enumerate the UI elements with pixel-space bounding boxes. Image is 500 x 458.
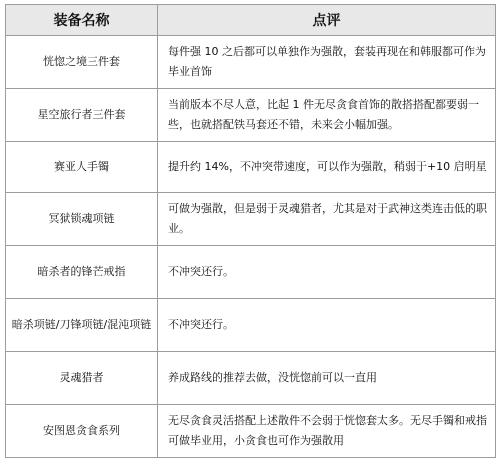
review-cell: 不冲突还行。 xyxy=(158,246,496,299)
equipment-name-cell: 冥狱锁魂项链 xyxy=(6,193,158,246)
review-cell: 可做为强散，但是弱于灵魂猎者，尤其是对于武神这类连击低的职业。 xyxy=(158,193,496,246)
equipment-review-table xyxy=(5,4,496,458)
table-row xyxy=(6,142,496,193)
equipment-name-cell: 暗杀项链/刀锋项链/混沌项链 xyxy=(6,299,158,352)
review-cell: 当前版本不尽人意，比起 1 件无尽贪食首饰的散搭搭配都要弱一些，也就搭配铁马套还不错，未来会小幅加强。 xyxy=(158,89,496,142)
table-row xyxy=(6,405,496,458)
equipment-name-cell: 恍惚之境三件套 xyxy=(6,36,158,89)
table-row xyxy=(6,36,496,89)
table-row xyxy=(6,246,496,299)
review-cell: 不冲突还行。 xyxy=(158,299,496,352)
equipment-review-table-container xyxy=(5,4,495,458)
review-cell: 养成路线的推荐去做，没恍惚前可以一直用 xyxy=(158,352,496,405)
equipment-name-cell: 星空旅行者三件套 xyxy=(6,89,158,142)
table-row xyxy=(6,352,496,405)
header-review: 点评 xyxy=(158,5,496,36)
review-cell: 每件强 10 之后都可以单独作为强散，套装再现在和韩服都可作为毕业首饰 xyxy=(158,36,496,89)
review-cell: 无尽贪食灵活搭配上述散件不会弱于恍惚套太多。无尽手镯和戒指可做毕业用，小贪食也可作为强散用 xyxy=(158,405,496,458)
table-row xyxy=(6,299,496,352)
equipment-name-cell: 灵魂猎者 xyxy=(6,352,158,405)
equipment-name-cell: 赛亚人手镯 xyxy=(6,142,158,193)
review-cell: 提升约 14%，不冲突带速度，可以作为强散，稍弱于+10 启明星 xyxy=(158,142,496,193)
table-header-row xyxy=(6,5,496,36)
table-row xyxy=(6,89,496,142)
header-equipment-name: 装备名称 xyxy=(6,5,158,36)
equipment-name-cell: 暗杀者的锋芒戒指 xyxy=(6,246,158,299)
table-row xyxy=(6,193,496,246)
equipment-name-cell: 安图恩贪食系列 xyxy=(6,405,158,458)
